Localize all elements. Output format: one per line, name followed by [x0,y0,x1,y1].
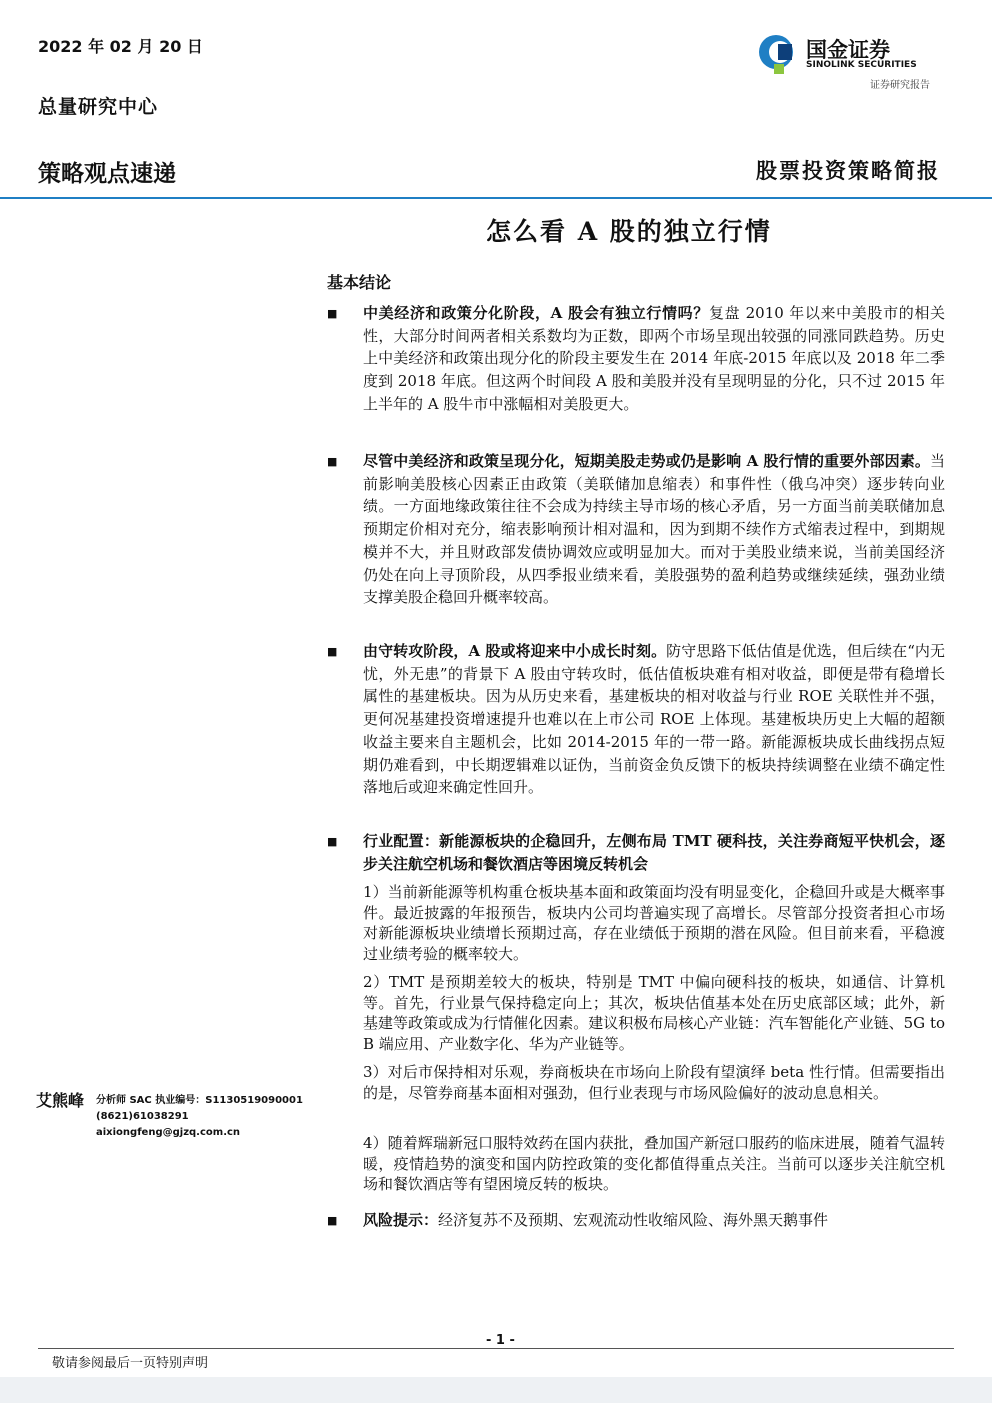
department-label: 总量研究中心 [38,96,159,118]
bullet-square-icon: ■ [327,645,338,658]
header-divider [0,197,992,199]
logo-subtitle: 证券研究报告 [870,80,930,91]
footer-band [0,1377,992,1403]
bullet-square-icon: ■ [327,307,338,320]
sub-item-2: 2）TMT 是预期差较大的板块，特别是 TMT 中偏向硬科技的板块，如通信、计算机等。首先，行业景气保持稳定向上；其次，板块估值基本处在历史底部区域；此外，新基建等政策或成为行情催化因素。建议积极布局核心产业链：汽车智能化产业链、5G to B 端应用、产业数字化、华为产业链等。 [363,973,945,1053]
report-title: 怎么看 A 股的独立行情 [486,217,772,246]
section-heading: 基本结论 [327,273,392,292]
analyst-email[interactable]: aixiongfeng@gjzq.com.cn [96,1127,241,1138]
sub-item-4: 4）随着辉瑞新冠口服特效药在国内获批，叠加国产新冠口服药的临床进展，随着气温转暖，疫情趋势的演变和国内防控政策的变化都值得重点关注。当前可以逐步关注航空机场和餐饮酒店等有望困境反转的板块。 [363,1134,945,1194]
bullet-lead: 尽管中美经济和政策呈现分化，短期美股走势或仍是影响 A 股行情的重要外部因素。 [363,452,930,470]
bullet-lead: 中美经济和政策分化阶段，A 股会有独立行情吗？ [363,304,709,322]
sub-item-1: 1）当前新能源等机构重仓板块基本面和政策面均没有明显变化，企稳回升或是大概率事件。最近披露的年报预告，板块内公司均普遍实现了高增长。尽管部分投资者担心市场对新能源板块业绩增长预期过高，存在业绩低于预期的潜在风险。但目前来看，平稳渡过业绩考验的概率较大。 [363,883,945,963]
analyst-cert: 分析师 SAC 执业编号：S1130519090001 [96,1095,303,1106]
column-title: 策略观点速递 [38,161,176,187]
bullet-square-icon: ■ [327,835,338,848]
footer-divider [38,1348,954,1349]
bullet-lead: 由守转攻阶段，A 股或将迎来中小成长时刻。 [363,642,667,660]
logo-name-cn: 国金证券 [806,38,890,62]
page-number: - 1 - [486,1333,515,1348]
risk-body: 经济复苏不及预期、宏观流动性收缩风险、海外黑天鹅事件 [438,1211,829,1229]
bullet-paragraph-1 [363,302,945,438]
bullet-square-icon: ■ [327,455,338,468]
risk-lead: 风险提示： [363,1211,439,1229]
footer-disclaimer: 敬请参阅最后一页特别声明 [52,1356,209,1371]
analyst-phone: (8621)61038291 [96,1111,189,1122]
bullet-paragraph-2 [363,450,945,632]
risk-paragraph [363,1209,945,1232]
sub-item-3: 3）对后市保持相对乐观，券商板块在市场向上阶段有望演绎 beta 性行情。但需要指出的是，尽管券商基本面相对强劲，但行业表现与市场风险偏好的波动息息相关。 [363,1063,945,1102]
analyst-info [96,1093,303,1141]
series-title: 股票投资策略简报 [756,158,940,183]
bullet-lead: 行业配置：新能源板块的企稳回升，左侧布局 TMT 硬科技，关注券商短平快机会，逐步关注航空机场和餐饮酒店等困境反转机会 [363,832,945,873]
report-date: 2022 年 02 月 20 日 [38,37,203,56]
logo-name-en: SINOLINK SECURITIES [806,60,917,70]
analyst-name: 艾熊峰 [36,1091,85,1110]
bullet-body: 防守思路下低估值是优选，但后续在“内无忧，外无患”的背景下 A 股由守转攻时，低估值板块难有相对收益，即便是带有稳增长属性的基建板块。因为从历史来看，基建板块的相对收益与行业 ROE 关联性并不强，更何况基建投资增速提升也难以在上市公司 ROE 上体现。基建板块历史上大幅的超额收益主要来自主题机会，比如 2014-2015 年的一带一路。新能源板块成长曲线拐点短期仍难看到，中长期逻辑难以证伪，当前资金负反馈下的板块持续调整在业绩不确定性落地后或迎来确定性回升。 [363,642,945,797]
bullet-body: 当前影响美股核心因素正由政策（美联储加息缩表）和事件性（俄乌冲突）逐步转向业绩。一方面地缘政策往往不会成为持续主导市场的核心矛盾，另一方面当前美联储加息预期定价相对充分，缩表影响预计相对温和，因为到期不续作方式缩表过程中，到期规模并不大，并且财政部发债协调效应或明显加大。而对于美股业绩来说，当前美国经济仍处在向上寻顶阶段，从四季报业绩来看，美股强势的盈利趋势或继续延续，强劲业绩支撑美股企稳回升概率较高。 [363,452,945,607]
bullet-paragraph-3 [363,640,945,822]
bullet-paragraph-4 [363,830,945,876]
bullet-square-icon: ■ [327,1214,338,1227]
bullet-body: 复盘 2010 年以来中美股市的相关性，大部分时间两者相关系数均为正数，即两个市场呈现出较强的同涨同跌趋势。历史上中美经济和政策出现分化的阶段主要发生在 2014 年底-2015 年底以及 2018 年二季度到 2018 年底。但这两个时间段 A 股和美股并没有呈现明显的分化，只不过 2015 年上半年的 A 股牛市中涨幅相对美股更大。 [363,304,945,413]
